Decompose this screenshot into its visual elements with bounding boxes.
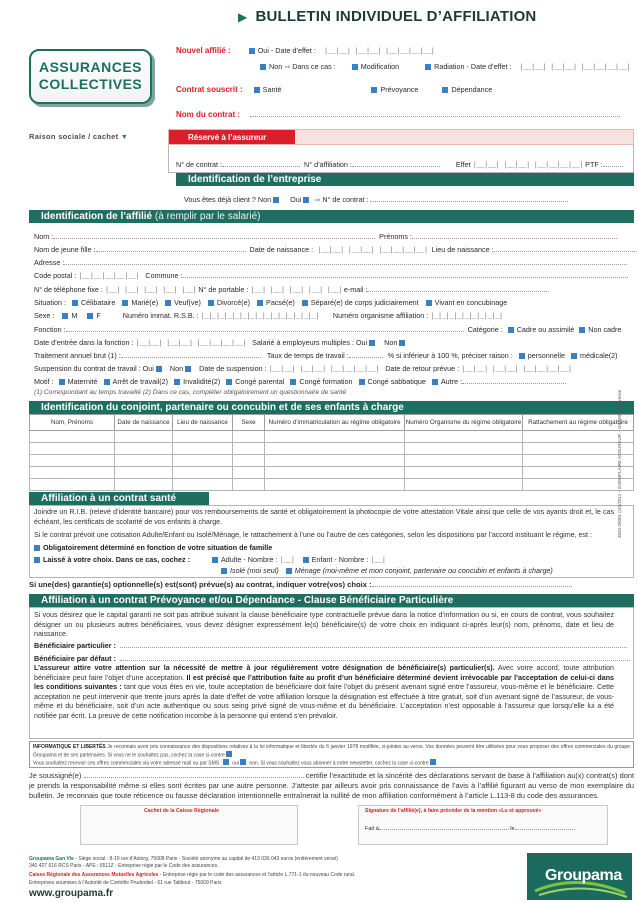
nouvel-affilie-row: Nouvel affilié : Oui - Date d’effet : |__|__| |__|__| |__|__|__|__| bbox=[176, 46, 435, 56]
defaut-row: Bénéficiaire par défaut : bbox=[34, 654, 630, 663]
concubinage-checkbox[interactable] bbox=[426, 300, 432, 306]
sante-p1: Joindre un R.I.B. (relevé d’identité bancaire) pour vos remboursements de santé et obligatoirement la photocopie de votre attestation Vitale ainsi que celle de vos ayants droit et, le cas échéant, les certificats de scolarité de vos enfants à charge. bbox=[34, 508, 614, 526]
enfant-checkbox[interactable] bbox=[303, 557, 309, 563]
obligatoire-row: Obligatoirement déterminé en fonction de votre situation de famille bbox=[34, 543, 272, 552]
arrow-right-icon: ⇒ bbox=[284, 62, 293, 71]
page-title: ▶ BULLETIN INDIVIDUEL D’AFFILIATION bbox=[238, 8, 537, 25]
reserve-row: N° de contrat : N° d’affiliation : Effet |__|__| |__|__| |__|__|__|__| PTF : bbox=[176, 160, 623, 170]
client-non-checkbox[interactable] bbox=[273, 197, 279, 203]
table-row[interactable] bbox=[30, 479, 634, 491]
tel-portable-field[interactable]: |__| |__| |__| |__| |__| bbox=[250, 287, 342, 295]
fonction-row: Fonction : Catégorie : Cadre ou assimilé Non cadre bbox=[34, 325, 622, 334]
sante-checkbox[interactable] bbox=[254, 87, 260, 93]
col-nom: Nom, Prénoms bbox=[30, 415, 115, 431]
triangle-down-icon: ▼ bbox=[120, 134, 129, 141]
sexe-row: Sexe : M F Numéro immat. R.S.B. : |_|_|_|_|_|_|_|_|_|_|_|_|_|_|_| Numéro organisme affiliation : |_|_|_|_|_|_|_|_|_| bbox=[34, 311, 503, 321]
signature-box[interactable]: Signature de l’affilié(e), à faire précéder de la mention «Lu et approuvé» Fait à le bbox=[358, 805, 608, 845]
footer-line1: Groupama Gan Vie - Siège social : 8-10 rue d’Astorg, 75008 Paris - Société anonyme au capital de 413 036 043 euros (entièrement versé) bbox=[29, 856, 338, 862]
offres-non-checkbox[interactable] bbox=[240, 759, 246, 765]
table-row[interactable] bbox=[30, 455, 634, 467]
newsletter-checkbox[interactable] bbox=[430, 759, 436, 765]
suspension-row: Suspension du contrat de travail : Oui Non Date de suspension : |__|__| |__|__| |__|__|__|__| Date de retour prévue : |__|__| |__|__| |__|__|__|__| bbox=[34, 364, 572, 374]
reserve-contrat-field[interactable] bbox=[222, 160, 300, 167]
date-effet-field[interactable]: |__|__| |__|__| |__|__|__|__| bbox=[323, 48, 435, 56]
multiples-oui-checkbox[interactable] bbox=[369, 340, 375, 346]
offres-opt-out-checkbox[interactable] bbox=[226, 751, 232, 757]
le-date-field[interactable] bbox=[515, 823, 575, 830]
particulier-row: Bénéficiaire particulier : bbox=[34, 641, 627, 650]
informatique-libertes-box: INFORMATIQUE ET LIBERTÉS Je reconnais avoir pris connaissance des dispositions relatives à la loi informatique et libertés du 6 janvier 1978 modifiée, ci-jointes au verso. Vos données peuvent être utilisées pour vous proposer des offres commerciales du groupe Groupama et de ses partenaires. Si vous ne le souhaitez pas, cochez la case ci-contre Vous souhaitez recevoir ces offres commerciales via votre adresse mail ou par SMS : oui non. Si vous souhaitez vous abonner à notre newsletter, cochez la case ci-contre bbox=[29, 741, 634, 768]
footer-line3: Caisse Régionale des Assurances Mutuelles Agricoles - Entreprise régie par le code des assurances et l’article L.771-1 du nouveau Code rural. bbox=[29, 872, 356, 878]
lieu-naissance-field[interactable] bbox=[494, 245, 637, 252]
offres-oui-checkbox[interactable] bbox=[223, 759, 229, 765]
beneficiaire-particulier-field[interactable] bbox=[120, 641, 627, 648]
table-row[interactable] bbox=[30, 431, 634, 443]
website-link[interactable]: www.groupama.fr bbox=[29, 888, 114, 899]
col-date-naissance: Date de naissance bbox=[115, 415, 173, 431]
date-reprise-field[interactable]: |__|__| |__|__| |__|__|__|__| bbox=[461, 366, 572, 374]
conge-parental-checkbox[interactable] bbox=[226, 379, 232, 385]
fonction-field[interactable] bbox=[66, 325, 464, 332]
nom-row: Nom : Prénoms : bbox=[34, 232, 617, 241]
separe-checkbox[interactable] bbox=[302, 300, 308, 306]
autre-field[interactable] bbox=[462, 377, 566, 384]
adresse-field[interactable] bbox=[64, 258, 627, 265]
tel-fixe-field[interactable]: |__| |__| |__| |__| |__| bbox=[104, 287, 197, 295]
non-cadre-checkbox[interactable] bbox=[579, 327, 585, 333]
laisse-row: Laissé à votre choix. Dans ce cas, cochez : Adulte - Nombre : |__| Enfant - Nombre : |__| bbox=[34, 555, 386, 565]
garanties-field[interactable] bbox=[372, 580, 572, 587]
vertical-reference: 3550-20001 (10)/2011 – EXEMPLAIRE ASSUREUR – GV/MSP/Prépresse bbox=[617, 389, 622, 538]
num-organisme-field[interactable]: |_|_|_|_|_|_|_|_|_| bbox=[430, 313, 503, 321]
triangle-right-icon: ▶ bbox=[238, 10, 248, 24]
non-row: Non ⇒ Dans ce cas : Modification Radiation - Date d’effet : |__|__| |__|__| |__|__|__|__| bbox=[260, 62, 630, 72]
medicale-checkbox[interactable] bbox=[571, 353, 577, 359]
personnelle-checkbox[interactable] bbox=[519, 353, 525, 359]
traitement-row: Traitement annuel brut (1) : Taux de temps de travail : % si inférieur à 100 %, préciser raison : personnelle médicale(2) bbox=[34, 351, 618, 360]
non-checkbox[interactable] bbox=[260, 64, 266, 70]
col-sexe: Sexe bbox=[233, 415, 265, 431]
date-naissance-field[interactable]: |__|__| |__|__| |__|__|__|__| bbox=[317, 247, 428, 255]
taux-field[interactable] bbox=[349, 351, 383, 358]
marie-checkbox[interactable] bbox=[122, 300, 128, 306]
sexe-f-checkbox[interactable] bbox=[87, 313, 93, 319]
arrow-right-icon: ⇒ bbox=[314, 195, 321, 204]
table-row[interactable] bbox=[30, 443, 634, 455]
ayants-droit-table bbox=[29, 414, 634, 491]
nom-jeune-fille-field[interactable] bbox=[96, 245, 246, 252]
date-suspension-field[interactable]: |__|__| |__|__| |__|__|__|__| bbox=[268, 366, 380, 374]
footer-line4: Entreprises soumises à l’Autorité de Contrôle Prudentiel - 61 rue Taitbout - 75009 Paris bbox=[29, 880, 222, 886]
pacse-checkbox[interactable] bbox=[257, 300, 263, 306]
soussigne-field[interactable] bbox=[84, 771, 304, 778]
col-organisme: Numéro Organisme du régime obligatoire bbox=[405, 415, 523, 431]
nom-field[interactable] bbox=[53, 232, 375, 239]
telephone-row: N° de téléphone fixe : |__| |__| |__| |__| |__| N° de portable : |__| |__| |__| |__| |__| e-mail : bbox=[34, 285, 549, 295]
affilie-band: Identification de l’affilié (à remplir par le salarié) bbox=[29, 210, 634, 223]
adulte-nombre-field[interactable]: |__| bbox=[279, 557, 295, 565]
col-lieu-naissance: Lieu de naissance bbox=[173, 415, 233, 431]
enfant-nombre-field[interactable]: |__| bbox=[370, 557, 386, 565]
affilie-note: (1) Correspondant au temps travaillé (2) Dans ce cas, compléter obligatoirement un questionnaire de santé bbox=[34, 389, 347, 396]
menage-checkbox[interactable] bbox=[286, 568, 292, 574]
fait-a-field[interactable] bbox=[379, 823, 509, 830]
client-oui-checkbox[interactable] bbox=[303, 197, 309, 203]
garanties-row: Si une(des) garantie(s) optionnelle(s) est(sont) prévue(s) au contrat, indiquer votre(vos) choix : bbox=[29, 580, 572, 589]
adresse-row: Adresse : bbox=[34, 258, 627, 267]
arret-checkbox[interactable] bbox=[104, 379, 110, 385]
prenoms-field[interactable] bbox=[412, 232, 617, 239]
date-entree-field[interactable]: |__|__| |__|__| |__|__|__|__| bbox=[135, 340, 247, 348]
reserve-effet-field[interactable]: |__|__| |__|__| |__|__|__|__| bbox=[472, 162, 584, 170]
beneficiaire-defaut-field[interactable] bbox=[120, 654, 630, 661]
commune-field[interactable] bbox=[183, 271, 628, 278]
immat-field[interactable]: |_|_|_|_|_|_|_|_|_|_|_|_|_|_|_| bbox=[200, 313, 319, 321]
isole-row: Isolé (moi seul) Ménage (moi-même et mon conjoint, partenaire ou concubin et enfants à charge) bbox=[221, 566, 553, 575]
groupama-logo: Groupama bbox=[527, 853, 632, 900]
ptf-field[interactable] bbox=[603, 160, 623, 167]
radiation-date-field[interactable]: |__|__| |__|__| |__|__|__|__| bbox=[519, 64, 631, 72]
adulte-checkbox[interactable] bbox=[212, 557, 218, 563]
laisse-checkbox[interactable] bbox=[34, 557, 40, 563]
motif-row: Motif : Maternité Arrêt de travail(2) Invalidité(2) Congé parental Congé formation Congé sabbatique Autre : bbox=[34, 377, 566, 386]
celibataire-checkbox[interactable] bbox=[72, 300, 78, 306]
nom-contrat-row: Nom du contrat : bbox=[176, 110, 620, 119]
entreprise-contrat-field[interactable] bbox=[370, 195, 568, 202]
dependance-checkbox[interactable] bbox=[442, 87, 448, 93]
nom-jf-row: Nom de jeune fille : Date de naissance : |__|__| |__|__| |__|__|__|__| Lieu de naissance : bbox=[34, 245, 637, 255]
reserve-assureur-box: Réservé à l’assureur bbox=[168, 129, 634, 145]
isole-checkbox[interactable] bbox=[221, 568, 227, 574]
radiation-checkbox[interactable] bbox=[425, 64, 431, 70]
email-field[interactable] bbox=[367, 285, 549, 292]
oui-checkbox[interactable] bbox=[249, 48, 255, 54]
fait-row: Fait à le bbox=[365, 823, 575, 832]
raison-sociale-label: Raison sociale / cachet ▼ bbox=[29, 132, 129, 141]
code-postal-field[interactable]: |__|__|__|__|__| bbox=[78, 273, 140, 281]
cadre-checkbox[interactable] bbox=[508, 327, 514, 333]
suspension-non-checkbox[interactable] bbox=[185, 366, 191, 372]
sante-p2: Si le contrat prévoit une cotisation Adulte/Enfant ou Isolé/Ménage, le rattachement à l’une ou l’autre de ces catégories, selon les dispositions par l’accord instituant le régime, est : bbox=[34, 531, 592, 539]
conge-sabbatique-checkbox[interactable] bbox=[359, 379, 365, 385]
suspension-oui-checkbox[interactable] bbox=[156, 366, 162, 372]
veuf-checkbox[interactable] bbox=[165, 300, 171, 306]
code-postal-row: Code postal : |__|__|__|__|__| Commune : bbox=[34, 271, 628, 281]
conge-formation-checkbox[interactable] bbox=[290, 379, 296, 385]
date-entree-row: Date d’entrée dans la fonction : |__|__| |__|__| |__|__|__|__| Salarié à employeurs multiples : Oui Non bbox=[34, 338, 408, 348]
sante-band: Affiliation à un contrat santé bbox=[29, 492, 209, 505]
conjoint-band: Identification du conjoint, partenaire ou concubin et de ses enfants à charge bbox=[29, 401, 634, 414]
modification-checkbox[interactable] bbox=[352, 64, 358, 70]
nom-contrat-field[interactable] bbox=[250, 110, 620, 117]
prevoyance-band: Affiliation à un contrat Prévoyance et/ou Dépendance - Clause Bénéficiaire Particulière bbox=[29, 594, 634, 607]
traitement-field[interactable] bbox=[121, 351, 261, 358]
obligatoire-checkbox[interactable] bbox=[34, 545, 40, 551]
col-rattachement: Rattachement au régime obligatoire bbox=[523, 415, 634, 431]
contrat-souscrit-row: Contrat souscrit : Santé Prévoyance Dépendance bbox=[176, 85, 493, 94]
prevoyance-checkbox[interactable] bbox=[371, 87, 377, 93]
situation-row: Situation : Célibataire Marié(e) Veuf(ve) Divorcé(e) Pacsé(e) Séparé(e) de corps judiciairement Vivant en concubinage bbox=[34, 298, 508, 307]
deja-client-row: Vous êtes déjà client ? Non Oui ⇒ N° de contrat : bbox=[184, 195, 568, 204]
divorce-checkbox[interactable] bbox=[208, 300, 214, 306]
maternite-checkbox[interactable] bbox=[59, 379, 65, 385]
footer-line2: 340 427 616 RCS Paris - APE : 6511Z - Entreprise régie par le Code des assurances. bbox=[29, 863, 219, 869]
sexe-m-checkbox[interactable] bbox=[62, 313, 68, 319]
invalidite-checkbox[interactable] bbox=[174, 379, 180, 385]
reserve-affiliation-field[interactable] bbox=[352, 160, 440, 167]
entreprise-band: Identification de l’entreprise bbox=[176, 173, 634, 186]
col-immatriculation: Numéro d’immatriculation au régime obligatoire bbox=[265, 415, 405, 431]
prevoyance-p1: Si vous désirez que le capital garanti ne soit pas attribué suivant la clause bénéficiaire type contractuelle prévue dans la notice d’information ou si, en cours de contrat, vous souhaitez désigner un ou plusieurs autres bénéficiaires, vous devez désigner expressément le(s) bénéficiaire(s) de votre choix en indiquant ci-après leur(s) nom, prénoms, date et lieu de naissance. bbox=[34, 611, 614, 639]
brand-box: ASSURANCES COLLECTIVES bbox=[29, 49, 152, 104]
prevoyance-p2: L’assureur attire votre attention sur la nécessité de mettre à jour régulièrement votre désignation de bénéficiaire(s) particulier(s). Avec votre accord, toute attribution bénéficiaire peut faire l’objet d’une acceptation. Il est précisé que l’attribution faite au profit d’un bénéficiaire déterminé devient irrévocable par l’acceptation de celui-ci dans les conditions suivantes : tant que vous êtes en vie, toute acceptation de bénéficiaire doit faire l’objet du présent avenant signé entre l’assureur, vous-même et le bénéficiaire. Cette acceptation ne peut intervenir que trente jours après la date d’effet de votre affiliation lorsque la désignation est effectuée à titre gratuit, soit d’un avenant signé de l’assureur, de vous-même et du bénéficiaire, soit d’un acte authentique ou sous seing privé signé de vous-même et du bénéficiaire. L’acceptation n’est opposable à l’assureur que lorsqu’elle lui a été notifiée par écrit. La preuve de cette notification incombe à la personne qui entend s’en prévaloir. bbox=[34, 664, 614, 720]
autre-checkbox[interactable] bbox=[432, 379, 438, 385]
cachet-box[interactable]: Cachet de la Caisse Régionale bbox=[80, 805, 298, 845]
declaration-text: Je soussigné(e) certifie l’exactitude et la sincérité des déclarations servant de base à l’affiliation au(x) contrat(s) dont je prends la responsabilité même si elles sont écrites par une autre personne. J’atteste par ailleurs avoir pris connaissance de l’avis à l’affilié figurant au verso de mon exemplaire du bulletin. Je reconnais que toute réticence ou fausse déclaration intentionnelle entraînerait la nullité de mon affiliation conformément à l’article L.113-8 du code des assurances. bbox=[29, 771, 634, 800]
table-row[interactable] bbox=[30, 467, 634, 479]
multiples-non-checkbox[interactable] bbox=[399, 340, 405, 346]
